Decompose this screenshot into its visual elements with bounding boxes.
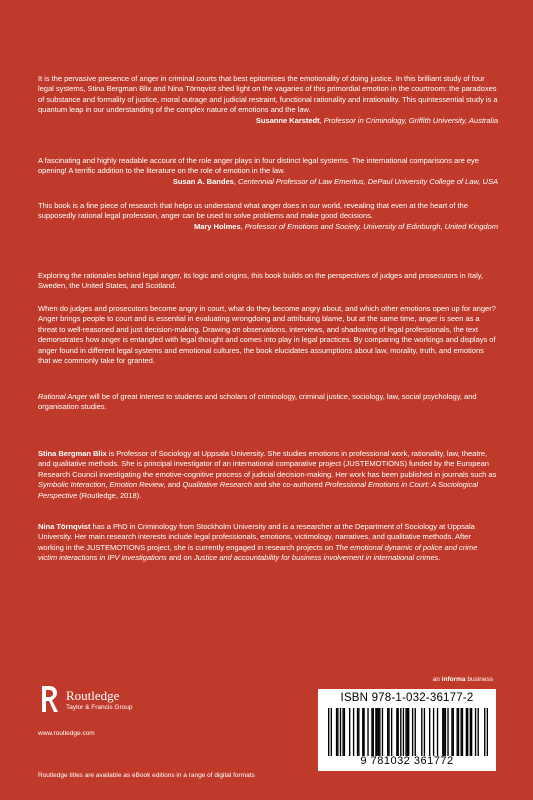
- bio-text: ,: [105, 480, 110, 490]
- barcode-bar: [415, 708, 416, 756]
- barcode-bars: [328, 708, 488, 756]
- barcode-bar: [396, 708, 397, 756]
- publisher-group: Taylor & Francis Group: [66, 704, 133, 711]
- barcode-bar: [424, 708, 425, 756]
- barcode-bar: [340, 708, 341, 756]
- endorsement-quote: This book is a fine piece of research that helps us understand what anger does in our world, revealing that even at the heart of the supposedly rational legal profession, anger can be used to solve problems and make good decisions.: [38, 201, 468, 221]
- publisher-name: Routledge: [66, 688, 120, 703]
- endorsement-name: Susanne Karstedt: [255, 115, 320, 125]
- barcode-bar: [357, 708, 358, 756]
- bio-text: has a PhD in Criminology from Stockholm University and is a researcher at the Department of Sociology at Uppsala University. Her main research interests include legal professionals, emotions, victimology, narratives, and qualitative methods. After working in the JUSTEMOTIONS project, she is currently engaged in research projects on: [38, 522, 475, 552]
- barcode-bar: [387, 708, 388, 756]
- endorsement-title: Professor in Criminology, Griffith University, Australia: [323, 115, 498, 125]
- barcode-bar: [487, 708, 488, 756]
- barcode-bar: [443, 708, 444, 756]
- book-name: Professional Emotions in Court: A Sociological Perspective: [38, 480, 479, 500]
- barcode-bar: [451, 708, 452, 756]
- barcode-bar: [429, 708, 430, 756]
- barcode-bar: [433, 708, 434, 756]
- barcode-panel: [318, 689, 496, 771]
- barcode-bar: [471, 708, 472, 756]
- barcode-bar: [470, 708, 471, 756]
- barcode-bar: [342, 708, 343, 756]
- endorsement-name: Mary Holmes: [193, 221, 241, 231]
- bio-text: is Professor of Sociology at Uppsala University. She studies emotions in professional work, rationality, law, theatre, and qualitative methods. She is principal investigator of an international comparative project (JUSTEMOTIONS) funded by the European Research Council investigating the emotive-cognitive process of judicial decision-making. Her work has been published in journals such as: [38, 449, 497, 479]
- barcode-bar: [363, 708, 364, 756]
- barcode-bar: [362, 708, 363, 756]
- barcode-bar: [337, 708, 338, 756]
- barcode-bar: [453, 708, 454, 756]
- barcode-bar: [371, 708, 372, 756]
- endorsement-3: [38, 201, 498, 232]
- journal-name: Qualitative Research: [182, 480, 252, 490]
- barcode-bar: [475, 708, 476, 756]
- barcode-bar: [349, 708, 350, 756]
- barcode-bar: [331, 708, 332, 756]
- barcode-bar: [379, 708, 380, 756]
- barcode-bar: [388, 708, 389, 756]
- project-name: The emotional dynamic of police and crime victim interactions in IPV investigations: [38, 542, 478, 563]
- endorsement-attribution: Susan A. Bandes, Centennial Professor of Law Emeritus, DePaul University College of Law, USA: [172, 176, 498, 186]
- endorsement-title: Centennial Professor of Law Emeritus, DePaul University College of Law, USA: [237, 176, 498, 186]
- barcode-bar: [458, 708, 459, 756]
- author-name: Nina Törnqvist: [38, 522, 91, 531]
- project-name: Justice and accountability for business involvement in international crimes: [193, 553, 439, 563]
- barcode-bar: [398, 708, 399, 756]
- blurb-audience-text: will be of great interest to students and scholars of criminology, criminal justice, sociology, law, social psychology, and organisation studies.: [38, 392, 477, 412]
- isbn-text: ISBN 978-1-032-36177-2: [340, 692, 474, 704]
- barcode-bar: [484, 708, 485, 756]
- barcode-bar: [367, 708, 368, 756]
- author-bio-2: [38, 522, 498, 564]
- barcode-bar: [336, 708, 337, 756]
- barcode-bar: [382, 708, 383, 756]
- barcode-bar: [478, 708, 479, 756]
- blurb-main: When do judges and prosecutors become angry in court, what do they become angry about, and which other emotions open up for anger? Anger brings people to court and is essential in evaluating wrongdoing and attributing blame, but at the same time, anger is seen as a threat to well-reasoned and just decision-making. Drawing on observations, interviews, and shadowing of legal professionals, the text demonstrates how anger is entangled with legal thought and comes into play in legal practices. By comparing the workings and displays of anger found in different legal systems and emotional cultures, the book elucidates assumptions about law, morality, truth, and emotions that we commonly take for granted.: [38, 304, 496, 366]
- routledge-logo: [38, 684, 198, 724]
- barcode-bar: [358, 708, 359, 756]
- barcode-bar: [457, 708, 458, 756]
- barcode-bar: [407, 708, 408, 756]
- endorsement-quote: It is the pervasive presence of anger in criminal courts that best epitomises the emotionality of doing justice. In this brilliant study of four legal systems, Stina Bergman Blix and Nina Törnqvist shed light on the vagaries of this primordial emotion in the courtroom: the paradoxes of substance and formality of justice, moral outrage and judicial restraint, functional rationality and irrationality. This quintessential study is a quantum leap in our understanding of the complex nature of emotions and the law.: [38, 74, 498, 115]
- endorsement-name: Susan A. Bandes: [172, 176, 234, 186]
- bio-text: (Routledge, 2018).: [77, 490, 142, 500]
- barcode-bar: [442, 708, 443, 756]
- barcode-bar: [405, 708, 406, 756]
- author-bio-1: [38, 449, 498, 501]
- informa-suffix: business: [465, 676, 493, 683]
- endorsement-1: [38, 74, 498, 126]
- barcode-bar: [353, 708, 354, 756]
- journal-name: Symbolic Interaction: [38, 480, 106, 490]
- barcode-bar: [460, 708, 461, 756]
- book-title: Rational Anger: [38, 392, 88, 401]
- endorsement-attribution: Mary Holmes, Professor of Emotions and Society, University of Edinburgh, United Kingdom: [193, 221, 498, 231]
- bio-text: , and: [163, 480, 183, 490]
- barcode-bar: [344, 708, 345, 756]
- barcode-bar: [328, 708, 329, 756]
- bio-text: and she co-authored: [251, 480, 325, 490]
- barcode-bar: [377, 708, 378, 756]
- publisher-url[interactable]: www.routledge.com: [38, 730, 95, 737]
- endorsement-title: Professor of Emotions and Society, University of Edinburgh, United Kingdom: [244, 221, 498, 231]
- bio-text: and on: [166, 553, 194, 563]
- barcode-bar: [421, 708, 422, 756]
- author-name: Stina Bergman Blix: [38, 449, 107, 458]
- barcode-bar: [445, 708, 446, 756]
- endorsement-2: [38, 156, 498, 187]
- barcode-bar: [403, 708, 404, 756]
- informa-prefix: an: [432, 676, 442, 683]
- barcode-bar: [447, 708, 448, 756]
- barcode-bar: [412, 708, 413, 756]
- barcode-bar: [466, 708, 467, 756]
- barcode-digits: 9 781032 361772: [360, 755, 454, 767]
- barcode-bar: [375, 708, 376, 756]
- barcode-bar: [467, 708, 468, 756]
- barcode-bar: [462, 708, 463, 756]
- barcode-bar: [373, 708, 374, 756]
- journal-name: Emotion Review: [109, 480, 164, 490]
- barcode-bar: [400, 708, 401, 756]
- barcode-bar: [391, 708, 392, 756]
- blurb-intro: Exploring the rationales behind legal anger, its logic and origins, this book builds on the perspectives of judges and prosecutors in Italy, Sweden, the United States, and Scotland.: [38, 271, 483, 291]
- ebook-note: Routledge titles are available as eBook editions in a range of digital formats: [38, 772, 255, 779]
- barcode-bar: [378, 708, 379, 756]
- routledge-r-icon: [38, 684, 60, 714]
- barcode-bar: [408, 708, 409, 756]
- informa-tagline: [433, 676, 493, 683]
- endorsement-quote: A fascinating and highly readable account of the role anger plays in four distinct legal systems. The international comparisons are eye opening! A terrific addition to the literature on the role of emotion in the law.: [38, 156, 479, 176]
- endorsement-attribution: Susanne Karstedt, Professor in Criminology, Griffith University, Australia: [255, 115, 498, 125]
- bio-text: .: [438, 553, 441, 563]
- barcode-bar: [437, 708, 438, 756]
- blurb-audience: [38, 392, 498, 413]
- informa-word: informa: [441, 676, 466, 683]
